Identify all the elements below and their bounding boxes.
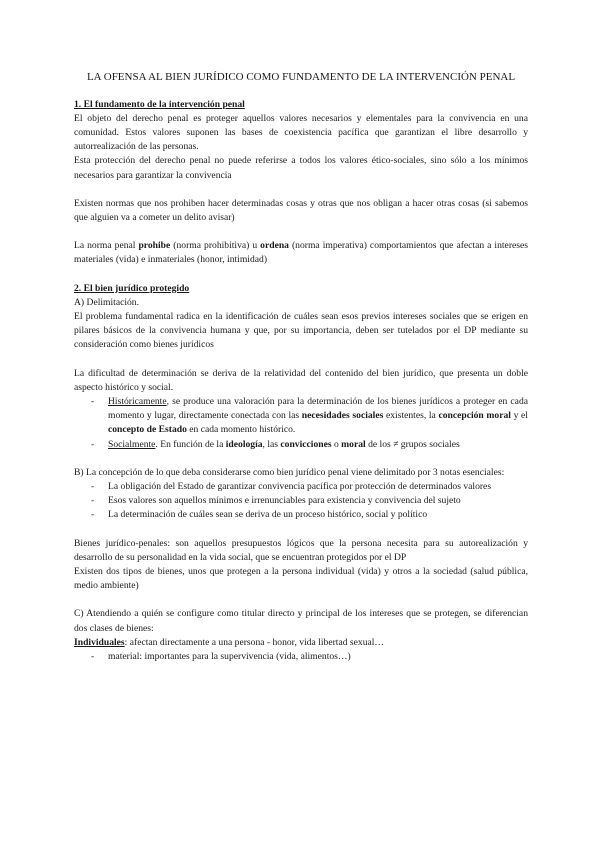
list-item: - material: importantes para la supervivencia (vida, alimentos…) <box>91 650 528 664</box>
section-2-heading: 2. El bien jurídico protegido <box>74 282 190 294</box>
subsection-a-paragraph-1: El problema fundamental radica en la identificación de cuáles sean esos previos intereses sociales que se erigen en pilares básicos de la convivencia humana y que, por su importancia, deben ser tutelados por el DP mediante su consideración como bienes jurídicos <box>74 310 528 351</box>
section-1-paragraph-1: El objeto del derecho penal es proteger aquellos valores necesarios y elementales para la convivencia en una comunidad. Estos valores suponen las bases de coexistencia pacífica que garantizan el libre desarrollo y autorrealización de las personas. <box>74 112 528 153</box>
aspect-social: - Socialmente. En función de la ideología, las convicciones o moral de los ≠ grupos sociales <box>91 438 528 452</box>
document-title: LA OFENSA AL BIEN JURÍDICO COMO FUNDAMENTO DE LA INTERVENCIÓN PENAL <box>86 71 516 83</box>
section-1-paragraph-4: La norma penal prohibe (norma prohibitiva) u ordena (norma imperativa) comportamientos que afectan a intereses materiales (vida) e inmateriales (honor, intimidad) <box>74 240 528 266</box>
subsection-c-paragraph: C) Atendiendo a quién se configure como titular directo y principal de los intereses que se protegen, se diferencian dos clases de bienes: <box>74 608 528 634</box>
section-1-paragraph-2: Esta protección del derecho penal no puede referirse a todos los valores ético-sociales, sino sólo a los mínimos necesarios para garantizar la convivencia <box>74 155 528 181</box>
bienes-paragraph-1: Bienes jurídico-penales: son aquellos presupuestos lógicos que la persona necesita para su autorealización y desarrollo de su personalidad en la vida social, que se encuentran protegidos por el DP <box>74 537 528 563</box>
section-1-heading: 1. El fundamento de la intervención penal <box>74 98 245 110</box>
subsection-a-label: A) Delimitación. <box>74 296 140 308</box>
list-item: - La determinación de cuáles sean se deriva de un proceso histórico, social y político <box>91 508 528 522</box>
subsection-b-paragraph: B) La concepción de lo que deba considerarse como bien jurídico penal viene delimitado por 3 notas esenciales: <box>74 466 505 478</box>
bienes-paragraph-2: Existen dos tipos de bienes, unos que protegen a la persona individual (vida) y otros a la sociedad (salud pública, medio ambiente) <box>74 565 528 592</box>
essential-notes-list <box>74 480 528 523</box>
subsection-a-paragraph-2: La dificultad de determinación se deriva de la relatividad del contenido del bien jurídico, que presenta un doble aspecto histórico y social. <box>74 367 528 393</box>
list-item: - Esos valores son aquellos mínimos e irrenunciables para existencia y convivencia del sujeto <box>91 494 528 508</box>
section-1-paragraph-3: Existen normas que nos prohiben hacer determinadas cosas y otras que nos obligan a hacer otras cosas (si sabemos que alguien va a cometer un delito avisar) <box>74 197 528 223</box>
individuales-list <box>74 650 528 664</box>
aspect-historical: - Históricamente, se produce una valoración para la determinación de los bienes jurídicos a proteger en cada momento y lugar, directamente conectada con las necesidades sociales existentes, la concepción moral y el concepto de Estado en cada momento histórico. <box>91 395 528 438</box>
aspects-list <box>74 395 528 452</box>
list-item: - La obligación del Estado de garantizar convivencia pacífica por protección de determinados valores <box>91 480 528 494</box>
individuales-line: Individuales: afectan directamente a una persona - honor, vida libertad sexual… <box>74 636 385 648</box>
